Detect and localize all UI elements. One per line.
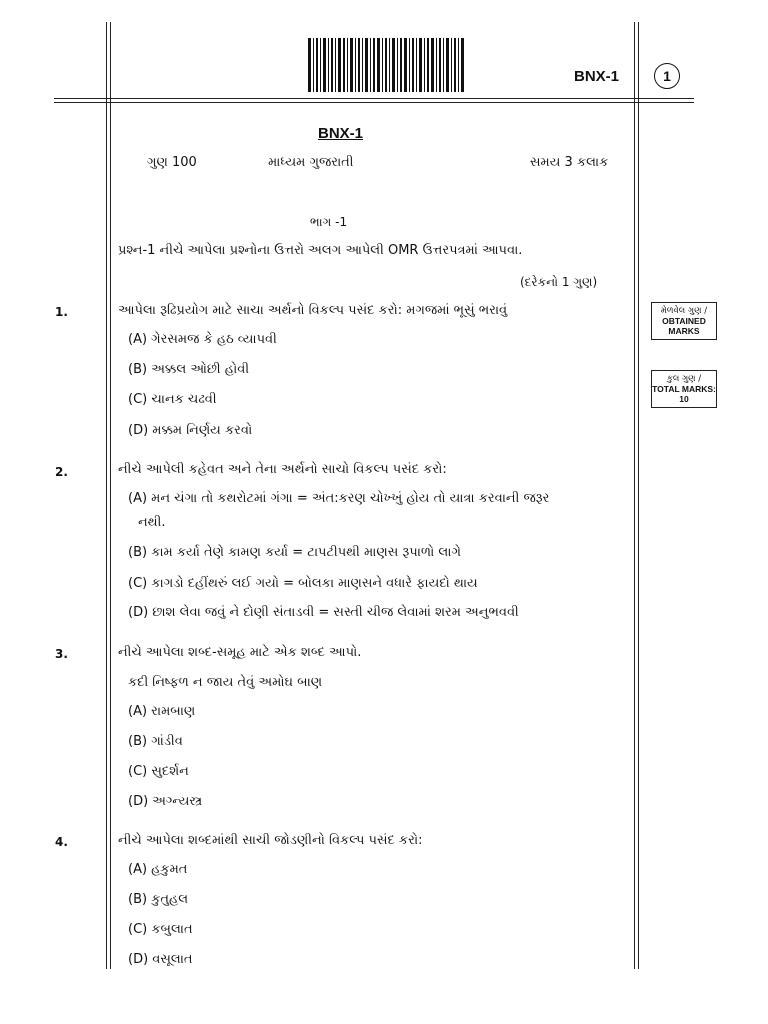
total-marks-label-en: TOTAL MARKS: 10 [652, 384, 716, 404]
section-part: ભાગ -1 [310, 215, 348, 229]
question-3-option-b: (B) ગાંડીવ [128, 734, 183, 749]
marks-note: (દરેકનો 1 ગુણ) [520, 275, 598, 289]
obtained-marks-box [651, 302, 717, 340]
obtained-marks-label-gu: મેળવેલ ગુણ / [660, 306, 708, 316]
question-4-option-b: (B) કુતુહલ [128, 892, 189, 907]
section-instruction: પ્રશ્ન-1 નીચે આપેલા પ્રશ્નોના ઉત્તરો અલગ આપેલી OMR ઉત્તરપત્રમાં આપવા. [118, 243, 523, 258]
question-3-subtext: કદી નિષ્ફળ ન જાય તેવું અમોઘ બાણ [128, 675, 323, 690]
question-3-text: નીચે આપેલા શબ્દ-સમૂહ માટે એક શબ્દ આપો. [118, 645, 362, 660]
question-2-number: 2. [55, 465, 68, 479]
question-4-number: 4. [55, 835, 68, 849]
header-rule-1 [54, 98, 694, 99]
question-1-option-c: (C) ચાનક ચઢવી [128, 392, 217, 407]
question-3-option-d: (D) અગ્ન્યસ્ત્ર [128, 794, 203, 809]
question-4-text: નીચે આપેલા શબ્દમાંથી સાચી જોડણીનો વિકલ્પ પસંદ કરો: [118, 833, 423, 848]
question-4-option-d: (D) વસૂલાત [128, 952, 193, 967]
total-marks-box [651, 370, 717, 408]
right-margin-line-1 [634, 22, 635, 969]
question-2-option-d: (D) છાશ લેવા જવું ને દોણી સંતાડવી = સસ્તી ચીજ લેવામાં શરમ અનુભવવી [128, 605, 519, 620]
left-margin-line-1 [106, 22, 107, 969]
question-1-option-b: (B) અક્કલ ઓછી હોવી [128, 362, 250, 377]
question-1-number: 1. [55, 305, 68, 319]
question-1-option-d: (D) મક્કમ નિર્ણય કરવો [128, 423, 253, 438]
question-1-option-a: (A) ગેરસમજ કે હઠ વ્યાપવી [128, 332, 277, 347]
question-3-number: 3. [55, 647, 68, 661]
header-rule-2 [54, 102, 694, 103]
question-2-option-a-line2: નથી. [138, 515, 166, 530]
question-2-option-a-line1: (A) મન ચંગા તો કથરોટમાં ગંગા = અંત:કરણ ચોખ્ખું હોય તો યાત્રા કરવાની જરૂર [128, 491, 550, 506]
time-allowed: સમય 3 કલાક [530, 155, 609, 170]
question-3-option-c: (C) સુદર્શન [128, 764, 189, 779]
question-2-option-c: (C) કાગડો દહીંથરું લઈ ગયો = બોલકા માણસને વધારે ફાયદો થાય [128, 576, 478, 591]
paper-title: BNX-1 [318, 125, 364, 142]
page-number-badge: 1 [654, 63, 680, 89]
question-2-option-b: (B) કામ કર્યા તેણે કામણ કર્યા = ટાપટીપથી માણસ રૂપાળો લાગે [128, 545, 461, 560]
question-3-option-a: (A) રામબાણ [128, 704, 196, 719]
paper-code-header: BNX-1 [574, 68, 620, 85]
medium: માધ્યમ ગુજરાતી [268, 155, 354, 170]
total-marks: ગુણ 100 [147, 155, 197, 170]
total-marks-label-gu: કુલ ગુણ / [666, 374, 702, 384]
left-margin-line-2 [110, 22, 111, 969]
question-4-option-c: (C) કબુલાત [128, 922, 193, 937]
right-margin-line-2 [638, 22, 639, 969]
question-2-text: નીચે આપેલી કહેવત અને તેના અર્થનો સાચો વિકલ્પ પસંદ કરો: [118, 462, 447, 477]
question-4-option-a: (A) હકુમત [128, 862, 188, 877]
barcode-icon [308, 38, 464, 92]
obtained-marks-label-en: OBTAINED MARKS [662, 316, 706, 336]
question-1-text: આપેલા રૂઢિપ્રયોગ માટે સાચા અર્થનો વિકલ્પ પસંદ કરો: મગજમાં ભૂસું ભરાવું [118, 303, 508, 318]
